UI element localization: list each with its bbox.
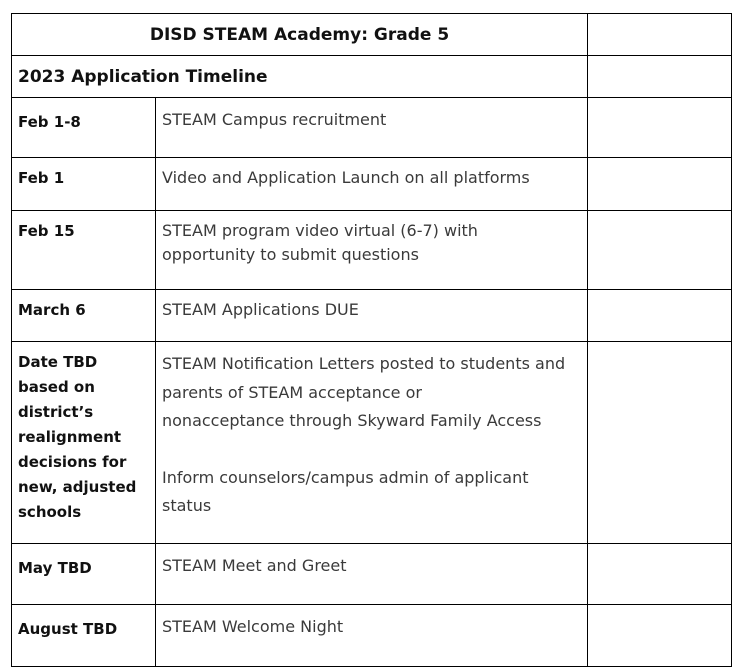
empty-cell: [588, 14, 732, 56]
empty-cell: [588, 544, 732, 605]
table-row: [12, 98, 732, 158]
event-cell: [156, 158, 588, 211]
date-line: Date TBD: [18, 353, 98, 371]
event-line: Inform counselors/campus admin of applicant: [162, 467, 529, 487]
timeline-subtitle: 2023 Application Timeline: [12, 56, 588, 98]
event-cell: [156, 605, 588, 667]
event-line: status: [162, 496, 212, 515]
event-line: STEAM Campus recruitment: [162, 110, 387, 129]
table-row: [12, 158, 732, 211]
date-line: schools: [18, 503, 82, 521]
date-line: decisions for: [18, 453, 127, 471]
date-line: based on: [18, 378, 95, 396]
date-cell: Feb 15: [12, 211, 156, 290]
empty-cell: [588, 158, 732, 211]
event-cell: [156, 342, 588, 544]
table-row: [12, 211, 732, 290]
event-line: parents of STEAM acceptance or: [162, 382, 422, 402]
empty-cell: [588, 56, 732, 98]
timeline-table: [11, 13, 732, 667]
date-line: new, adjusted: [18, 478, 137, 496]
table-row: [12, 605, 732, 667]
event-cell: [156, 544, 588, 605]
date-cell: Feb 1-8: [12, 98, 156, 158]
event-line: nonacceptance through Skyward Family Access: [162, 411, 542, 430]
date-line: realignment: [18, 428, 122, 446]
event-line: STEAM program video virtual (6-7) with: [162, 221, 478, 240]
event-line: STEAM Notification Letters posted to students and: [162, 354, 566, 373]
table-row: [12, 544, 732, 605]
document-title: DISD STEAM Academy: Grade 5: [12, 14, 588, 56]
event-line: Video and Application Launch on all platforms: [162, 168, 530, 187]
date-cell: Feb 1: [12, 158, 156, 211]
date-line: district’s: [18, 403, 94, 421]
table-row: [12, 290, 732, 342]
event-line: opportunity to submit questions: [162, 245, 419, 264]
event-cell: [156, 211, 588, 290]
event-line: STEAM Meet and Greet: [162, 556, 347, 575]
empty-cell: [588, 211, 732, 290]
event-cell: [156, 290, 588, 342]
event-cell: [156, 98, 588, 158]
paragraph-gap: [162, 436, 581, 464]
table-row: [12, 342, 732, 544]
date-cell: [12, 342, 156, 544]
subtitle-row: [12, 56, 732, 98]
title-row: [12, 14, 732, 56]
date-cell: May TBD: [12, 544, 156, 605]
date-cell: March 6: [12, 290, 156, 342]
event-line: STEAM Applications DUE: [162, 300, 359, 319]
date-cell: August TBD: [12, 605, 156, 667]
event-line: STEAM Welcome Night: [162, 617, 344, 636]
empty-cell: [588, 342, 732, 544]
empty-cell: [588, 290, 732, 342]
empty-cell: [588, 98, 732, 158]
empty-cell: [588, 605, 732, 667]
